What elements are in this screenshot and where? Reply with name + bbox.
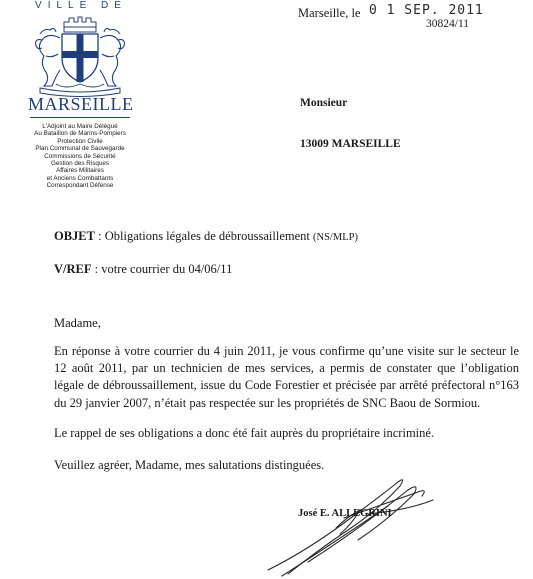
letter-reference-number: 30824/11 — [426, 18, 470, 30]
date-stamp: 0 1 SEP. 2011 — [369, 3, 484, 18]
office-line: Au Bataillon de Marins-Pompiers — [34, 130, 126, 138]
handwritten-signature-icon — [248, 470, 448, 579]
your-reference-text: : votre courrier du 04/06/11 — [91, 262, 233, 276]
signer-name: José E. ALLEGRINI — [298, 508, 392, 519]
letterhead-office-block — [24, 123, 136, 190]
office-line: Correspondant Défense — [46, 182, 114, 190]
office-line: Gestion des Risques — [50, 160, 110, 168]
letterhead-city-name: MARSEILLE — [28, 94, 134, 114]
subject-code: (NS/MLP) — [313, 232, 358, 243]
subject-text: : Obligations légales de débroussaillement — [95, 229, 314, 243]
office-line: Commissions de Sécurité — [44, 152, 116, 160]
office-line: Plan Communal de Sauvegarde — [35, 145, 125, 153]
your-reference-label: V/REF — [54, 262, 92, 276]
letter-paragraph-2: Le rappel de ses obligations a donc été fait auprès du propriétaire incriminé. — [54, 426, 435, 440]
letterhead-divider — [30, 117, 130, 118]
letter-paragraph-3: Veuillez agréer, Madame, mes salutations distinguées. — [54, 458, 325, 472]
addressee-city: 13009 MARSEILLE — [300, 138, 401, 150]
subject-line — [54, 229, 358, 244]
letter-paragraph-1: En réponse à votre courrier du 4 juin 2011, je vous confirme qu’une visite sur le secteur le 12 août 2011, par un technicien de mes services, a permis de constater que l’obligation légale de débroussaillement, issue du Code Forestier et précisée par arrêté préfectoral n°163 du 29 janvier 2007, n’était pas respectée sur les propriétés de SNC Baou de Sormiou. — [54, 344, 519, 410]
addressee-salutation: Monsieur — [300, 97, 348, 109]
your-reference-line — [54, 262, 232, 277]
letter-place: Marseille, le — [298, 6, 361, 20]
office-line: Protection Civile — [57, 137, 103, 145]
office-line: Affaires Militaires — [56, 167, 104, 175]
subject-label: OBJET — [54, 229, 95, 243]
office-line: et Anciens Combattants — [46, 174, 114, 182]
city-coat-of-arms-icon — [26, 14, 134, 98]
letter-greeting: Madame, — [54, 316, 101, 330]
office-line: L'Adjoint au Maire Délégué — [42, 123, 118, 130]
letterhead-city-top: VILLE DE — [35, 0, 127, 11]
